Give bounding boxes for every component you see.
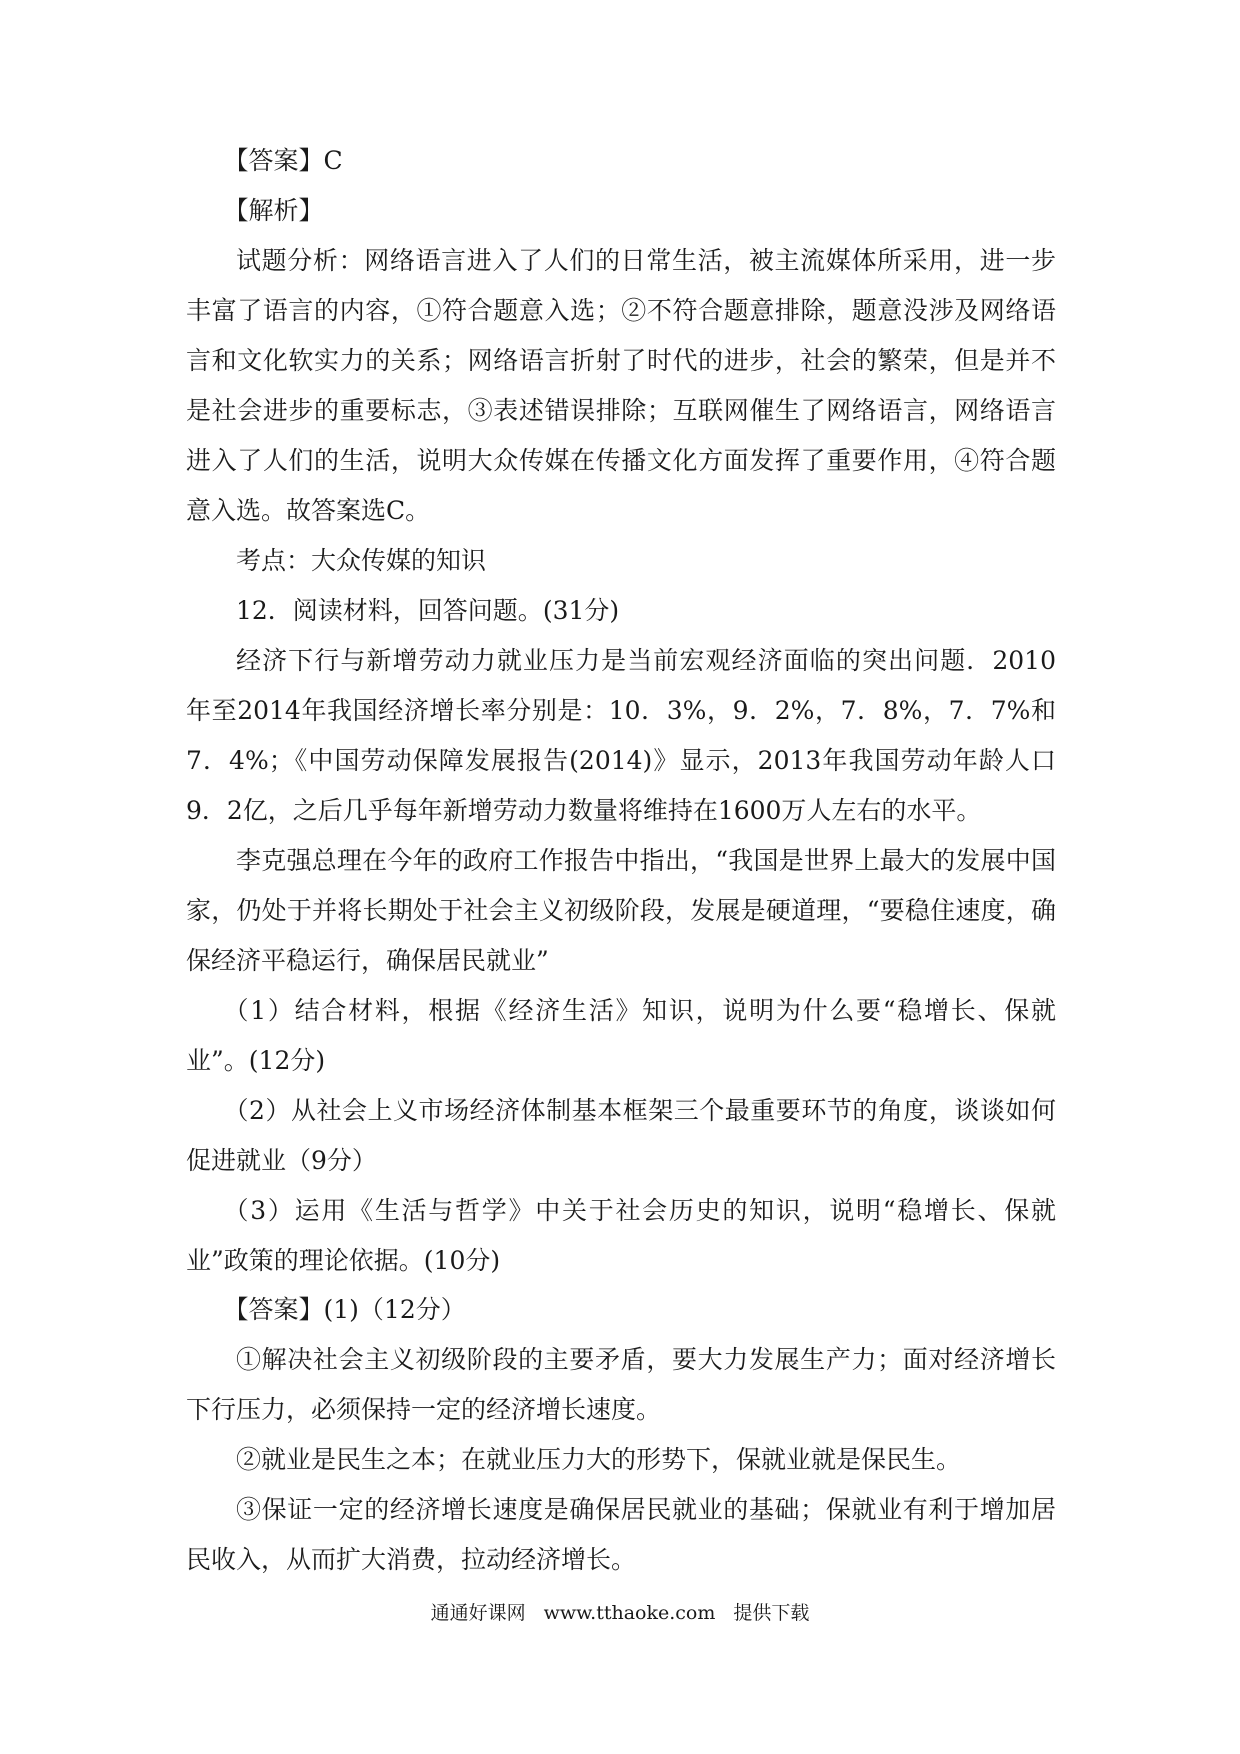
answer-label: 【答案】C: [223, 146, 343, 175]
answer-point-1: ①解决社会主义初级阶段的主要矛盾，要大力发展生产力；面对经济增长下行压力，必须保持一定的经济增长速度。: [186, 1345, 1056, 1424]
material-paragraph-1: 经济下行与新增劳动力就业压力是当前宏观经济面临的突出问题．2010 年至2014年我国经济增长率分别是：10．3%，9．2%，7．8%，7．7%和7．4%；《中国劳动保障发展报告(2014)》显示，2013年我国劳动年龄人口9．2亿，之后几乎每年新增劳动力数量将维持在1600万人左右的水平。: [186, 646, 1056, 825]
answer-12-label: 【答案】(1)（12分）: [223, 1295, 466, 1324]
answer-section: [186, 136, 1056, 536]
footer-site: 通通好课网: [430, 1602, 526, 1624]
question-12-section: [186, 536, 1056, 1286]
answer-point-3: ③保证一定的经济增长速度是确保居民就业的基础；保就业有利于增加居民收入，从而扩大消费，拉动经济增长。: [186, 1495, 1056, 1574]
analysis-label: 【解析】: [223, 196, 324, 225]
footer-note: 提供下载: [733, 1602, 810, 1624]
kaodian: 考点：大众传媒的知识: [236, 546, 487, 575]
question-part-3: （3）运用《生活与哲学》中关于社会历史的知识，说明“稳增长、保就业”政策的理论依据。(10分): [186, 1196, 1056, 1275]
answer-12-section: [186, 1285, 1056, 1585]
question-part-1: （1）结合材料，根据《经济生活》知识，说明为什么要“稳增长、保就业”。(12分): [186, 996, 1056, 1075]
material-paragraph-2: 李克强总理在今年的政府工作报告中指出，“我国是世界上最大的发展中国家，仍处于并将长期处于社会主义初级阶段，发展是硬道理，“要稳住速度，确保经济平稳运行，确保居民就业”: [186, 846, 1056, 975]
answer-point-2: ②就业是民生之本；在就业压力大的形势下，保就业就是保民生。: [236, 1445, 962, 1474]
analysis-text: 试题分析：网络语言进入了人们的日常生活，被主流媒体所采用，进一步丰富了语言的内容，①符合题意入选；②不符合题意排除，题意没涉及网络语言和文化软实力的关系；网络语言折射了时代的进步，社会的繁荣，但是并不是社会进步的重要标志，③表述错误排除；互联网催生了网络语言，网络语言进入了人们的生活，说明大众传媒在传播文化方面发挥了重要作用，④符合题意入选。故答案选C。: [186, 246, 1056, 525]
question-part-2: （2）从社会上义市场经济体制基本框架三个最重要环节的角度，谈谈如何促进就业（9分）: [186, 1096, 1056, 1175]
footer-url[interactable]: www.tthaoke.com: [543, 1602, 716, 1624]
question-title: 12．阅读材料，回答问题。(31分): [236, 596, 620, 625]
page-footer: [0, 1598, 1240, 1625]
